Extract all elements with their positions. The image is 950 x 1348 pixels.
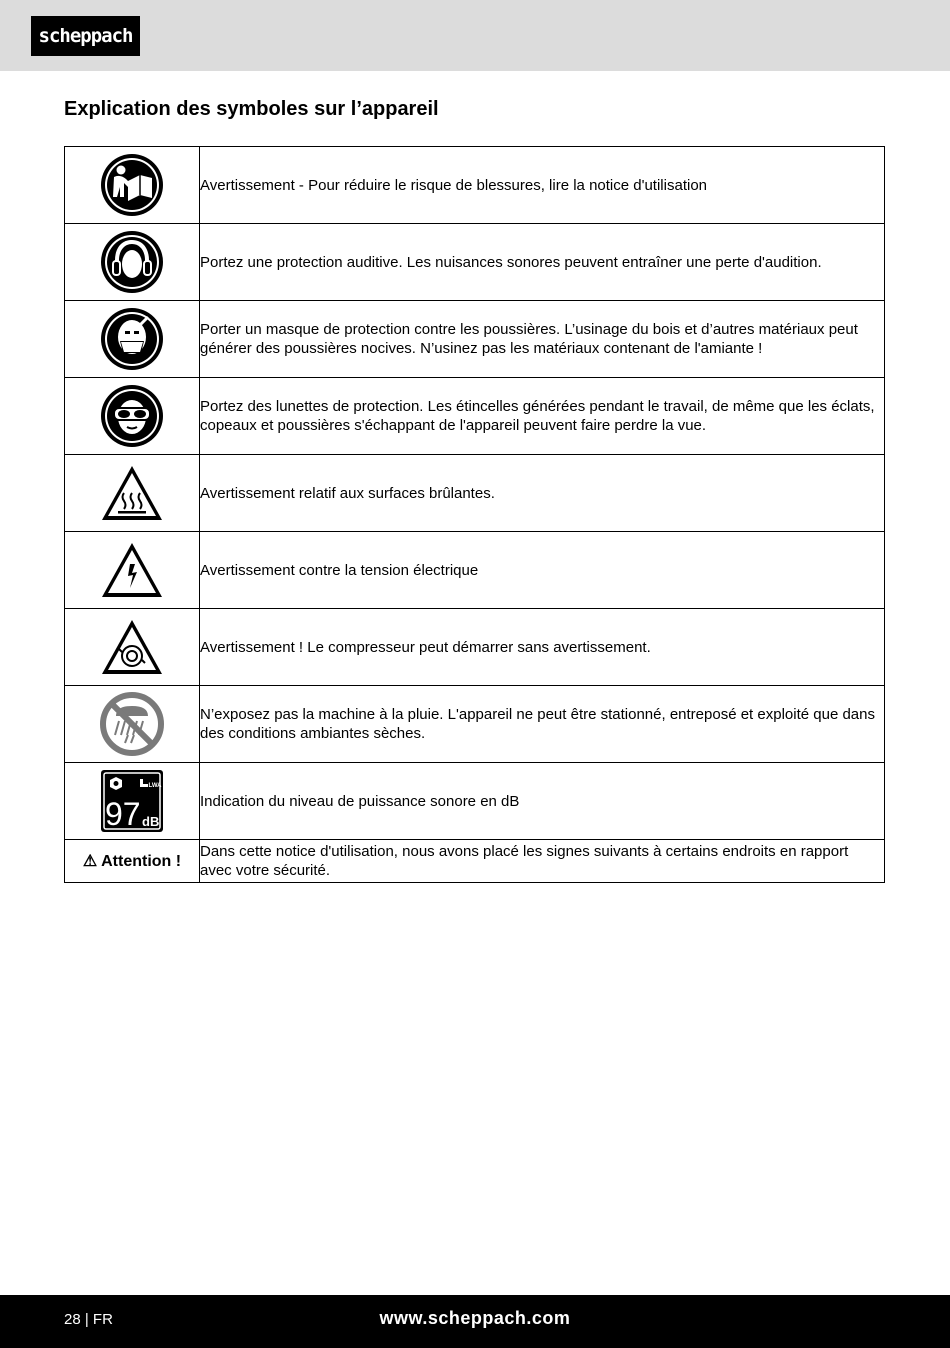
sound-power-level-icon: [100, 769, 164, 833]
symbol-description: Portez des lunettes de protection. Les étincelles générées pendant le travail, de même que les éclats, copeaux et poussières s'échappant de l'appareil peuvent faire perdre la vue.: [200, 378, 885, 455]
table-row: [65, 147, 885, 224]
dust-mask-icon: [100, 307, 164, 371]
attention-label: ⚠ Attention !: [65, 840, 200, 883]
electric-voltage-warning-icon: [100, 540, 164, 600]
symbol-description: Avertissement relatif aux surfaces brûlantes.: [200, 455, 885, 532]
page-number: 28 | FR: [64, 1311, 113, 1328]
table-row: [65, 686, 885, 763]
page-footer: [0, 1295, 950, 1348]
no-rain-icon: [99, 691, 165, 757]
table-row: [65, 609, 885, 686]
symbol-description: Avertissement ! Le compresseur peut démarrer sans avertissement.: [200, 609, 885, 686]
symbol-description: Indication du niveau de puissance sonore en dB: [200, 763, 885, 840]
symbol-description: N’exposez pas la machine à la pluie. L'appareil ne peut être stationné, entreposé et exploité que dans des conditions ambiantes sèches.: [200, 686, 885, 763]
sound-label: LWA: [148, 783, 162, 789]
table-row: [65, 301, 885, 378]
safety-goggles-icon: [100, 384, 164, 448]
symbols-table: [64, 146, 885, 883]
hot-surface-warning-icon: [100, 463, 164, 523]
website-url: www.scheppach.com: [379, 1308, 571, 1328]
table-row: [65, 455, 885, 532]
sound-unit: dB: [142, 814, 160, 829]
symbol-description: Avertissement contre la tension électrique: [200, 532, 885, 609]
automatic-start-warning-icon: [100, 617, 164, 677]
table-row: [65, 378, 885, 455]
table-row: [65, 224, 885, 301]
sound-value: 97: [105, 796, 141, 832]
page-title: Explication des symboles sur l’appareil: [64, 98, 439, 120]
read-manual-icon: [100, 153, 164, 217]
symbol-description: Portez une protection auditive. Les nuisances sonores peuvent entraîner une perte d'audition.: [200, 224, 885, 301]
attention-description: Dans cette notice d'utilisation, nous avons placé les signes suivants à certains endroits en rapport avec votre sécurité.: [200, 840, 885, 883]
table-row: [65, 532, 885, 609]
page-header: [0, 0, 950, 71]
table-row: [65, 763, 885, 840]
ear-protection-icon: [100, 230, 164, 294]
symbol-description: Porter un masque de protection contre les poussières. L’usinage du bois et d’autres matériaux peut générer des poussières nocives. N’usinez pas les matériaux contenant de l'amiante !: [200, 301, 885, 378]
symbol-description: Avertissement - Pour réduire le risque de blessures, lire la notice d'utilisation: [200, 147, 885, 224]
table-row: [65, 840, 885, 883]
scheppach-logo: scheppach: [31, 16, 140, 56]
